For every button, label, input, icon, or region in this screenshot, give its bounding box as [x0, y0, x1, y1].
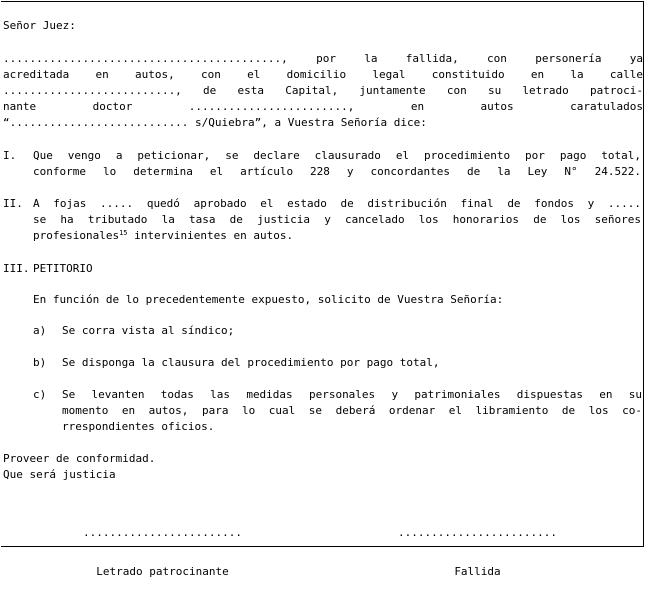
- item-text: momento en autos, para lo cual se deberá ordenar el libramiento de los co-: [62, 404, 642, 417]
- section-line: [33, 229, 293, 243]
- section-line: se ha tributado la tasa de justicia y cancelado los honorarios de los señores: [33, 213, 641, 226]
- intro-line: .........................................., por la fallida, con personería ya: [3, 52, 643, 65]
- intro-line: .........................., de esta Capital, juntamente con su letrado patroci-: [3, 84, 643, 97]
- section-text: intervinientes en autos.: [127, 229, 294, 242]
- intro-line: “........................... s/Quiebra”, a Vuestra Señoría dice:: [3, 116, 427, 129]
- section-line: conforme lo determina el artículo 228 y concordantes de la Ley N° 24.522.: [33, 165, 641, 178]
- signature-dots: ........................: [83, 526, 242, 539]
- section-number: III.: [3, 262, 30, 275]
- salutation: Señor Juez:: [3, 19, 76, 32]
- item-text: Se corra vista al síndico;: [62, 324, 235, 337]
- section-line: A fojas ..... quedó aprobado el estado de distribución final de fondos y .....: [33, 197, 641, 210]
- intro-line: nante doctor ........................, en autos caratulados: [3, 100, 643, 113]
- section-number: I.: [3, 149, 17, 162]
- signature-block: [55, 500, 270, 591]
- closing-line: Proveer de conformidad.: [3, 452, 156, 465]
- intro-line: acreditada en autos, con el domicilio legal constituido en la calle: [3, 68, 643, 81]
- section-line: Que vengo a peticionar, se declare clausurado el procedimiento por pago total,: [33, 149, 641, 162]
- closing-line: Que será justicia: [3, 468, 116, 481]
- petition-intro: En función de lo precedentemente expuesto, solicito de Vuestra Señoría:: [33, 293, 504, 306]
- signature-dots: ........................: [398, 526, 557, 539]
- item-letter: b): [33, 356, 47, 369]
- item-text: rrespondientes oficios.: [62, 420, 215, 433]
- section-heading: PETITORIO: [33, 262, 93, 275]
- signature-block: [370, 500, 585, 591]
- section-number: II.: [3, 197, 23, 210]
- item-letter: a): [33, 324, 47, 337]
- section-text: profesionales: [33, 229, 120, 242]
- item-text: Se disponga la clausura del procedimiento por pago total,: [62, 356, 440, 369]
- item-text: Se levanten todas las medidas personales y patrimoniales dispuestas en su: [62, 388, 642, 401]
- signature-label: Fallida: [454, 565, 501, 578]
- item-letter: c): [33, 388, 47, 401]
- footnote-marker: 15: [119, 229, 128, 237]
- signature-label: Letrado patrocinante: [96, 565, 229, 578]
